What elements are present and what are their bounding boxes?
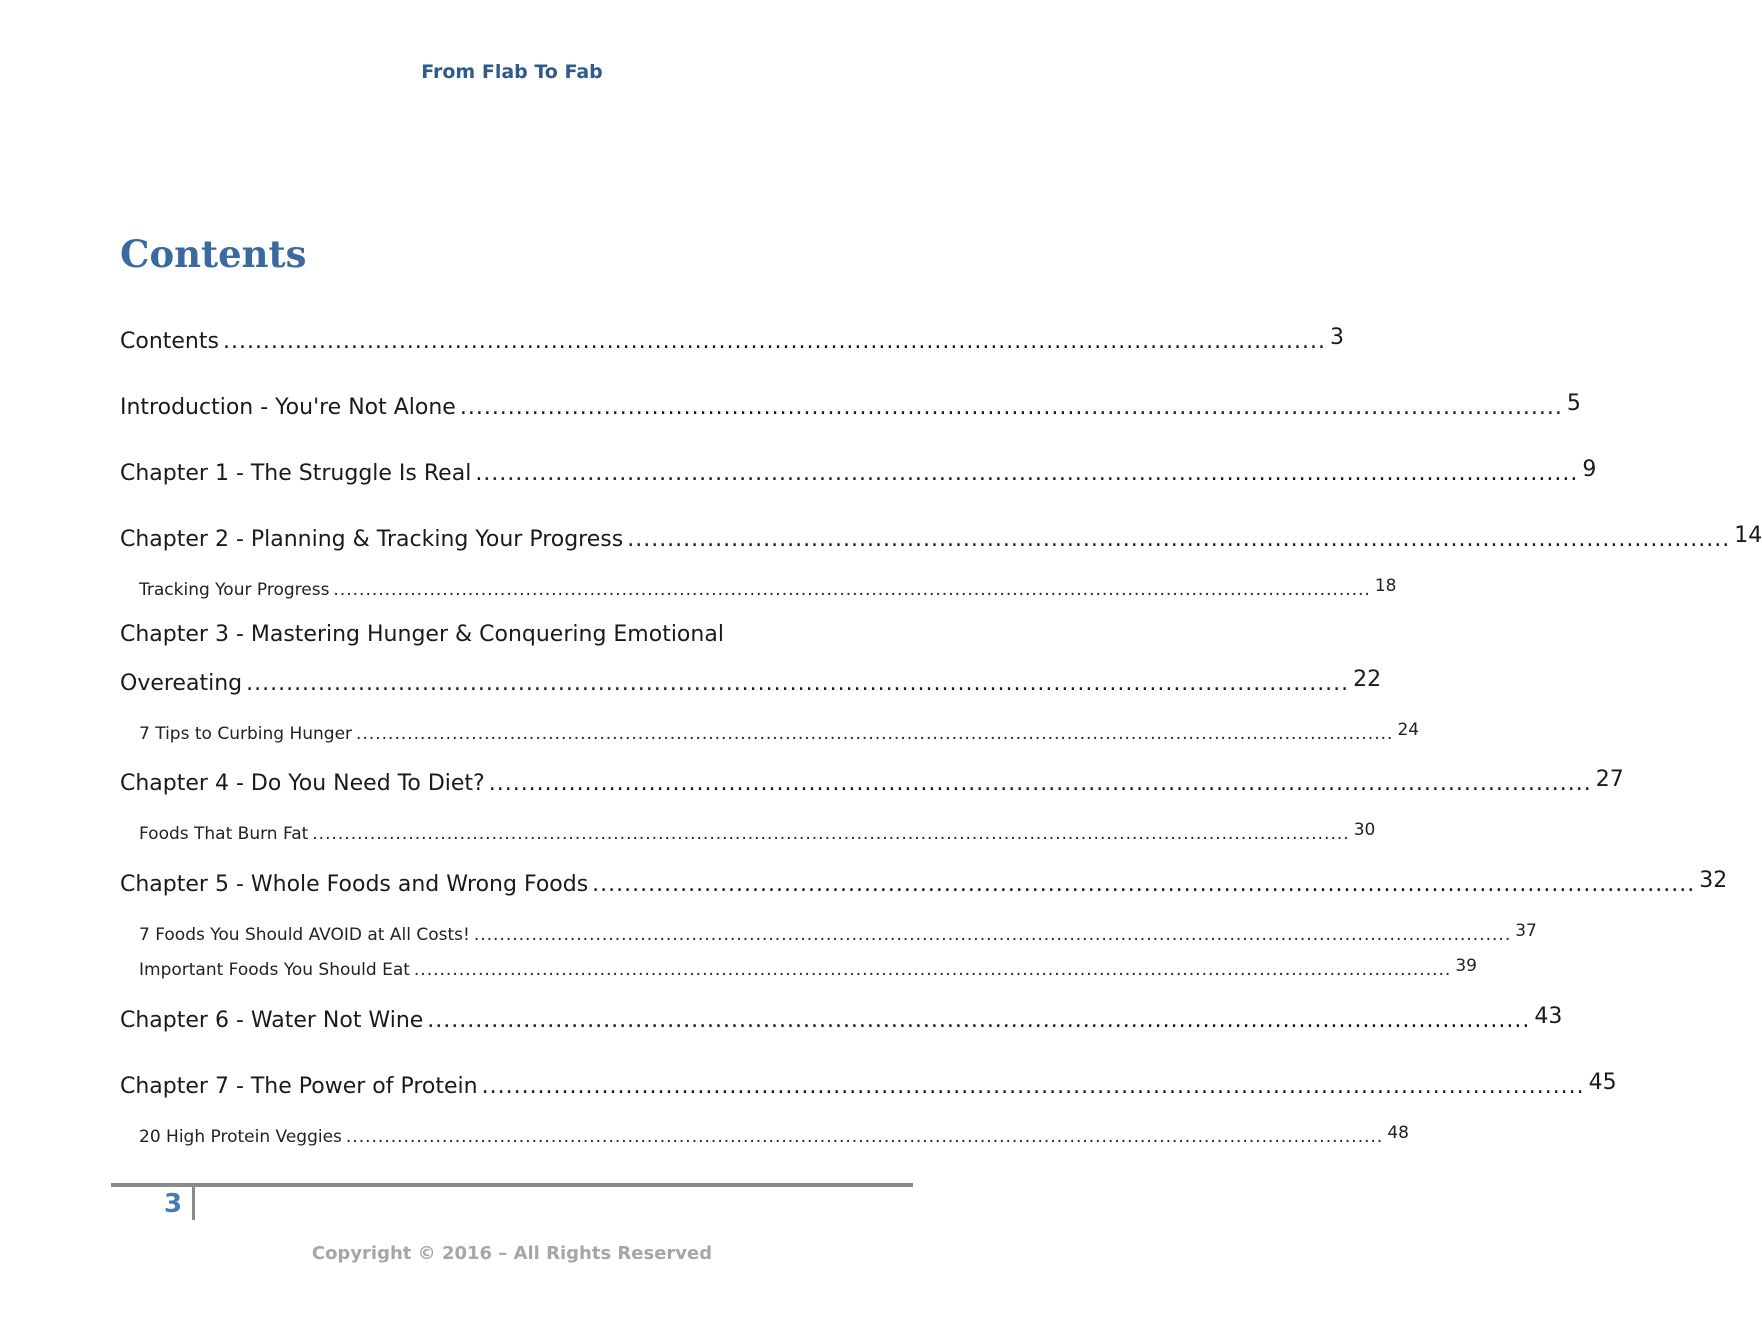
leader-dots: .................................................................................................................................................................. [345,1127,1384,1147]
toc-entry-label: Chapter 1 - The Struggle Is Real [120,461,472,486]
toc-entry-label: Chapter 2 - Planning & Tracking Your Progress [120,527,624,552]
leader-dots: .................................................................................................................................................................. [356,724,1394,744]
toc-page-number: 27 [1595,767,1624,792]
leader-dots: .......................................................................................................................................... [592,872,1696,897]
toc-page-number: 9 [1582,457,1597,482]
toc-subentry-protein-veggies[interactable] [139,1123,1409,1147]
toc-subentry-foods-avoid[interactable] [139,921,1537,945]
toc-page-number: 14 [1734,523,1762,548]
toc-entry-chapter-3-line1[interactable]: Chapter 3 - Mastering Hunger & Conquering Emotional [120,622,724,647]
toc-page-number: 43 [1534,1004,1563,1029]
leader-dots: .......................................................................................................................................... [459,395,1563,420]
toc-page-number: 45 [1588,1070,1617,1095]
toc-entry-label: 7 Tips to Curbing Hunger [139,724,353,744]
leader-dots: .......................................................................................................................................... [475,461,1579,486]
toc-entry-label: Foods That Burn Fat [139,824,309,844]
running-header: From Flab To Fab [421,61,603,83]
toc-page-number: 39 [1455,956,1477,976]
leader-dots: .................................................................................................................................................................. [333,580,1371,600]
toc-entry-label: Contents [120,329,219,354]
toc-entry-label: Chapter 7 - The Power of Protein [120,1074,478,1099]
toc-subentry-important-foods[interactable] [139,956,1477,980]
leader-dots: .................................................................................................................................................................. [473,925,1512,945]
toc-entry-chapter-5[interactable] [120,868,1728,897]
leader-dots: .......................................................................................................................................... [246,671,1350,696]
toc-entry-label: Important Foods You Should Eat [139,960,410,980]
toc-entry-label: Chapter 5 - Whole Foods and Wrong Foods [120,872,589,897]
toc-page-number: 24 [1397,720,1420,740]
toc-entry-chapter-7[interactable] [120,1070,1617,1099]
leader-dots: .......................................................................................................................................... [222,329,1327,354]
page-number: 3 [164,1189,183,1219]
leader-dots: .................................................................................................................................................................. [413,960,1452,980]
footer-divider [111,1183,913,1187]
toc-entry-chapter-2[interactable] [120,523,1762,552]
toc-page-number: 37 [1515,921,1537,941]
toc-subentry-curbing-hunger[interactable] [139,720,1420,744]
toc-page-number: 18 [1374,576,1397,596]
toc-page-number: 32 [1699,868,1728,893]
leader-dots: .......................................................................................................................................... [627,527,1731,552]
toc-entry-label: Tracking Your Progress [139,580,330,600]
toc-page-number: 22 [1353,667,1382,692]
toc-entry-label: Chapter 6 - Water Not Wine [120,1008,424,1033]
copyright-notice: Copyright © 2016 – All Rights Reserved [311,1243,713,1264]
leader-dots: .......................................................................................................................................... [481,1074,1585,1099]
toc-page-number: 3 [1330,325,1345,350]
toc-entry-label: Introduction - You're Not Alone [120,395,456,420]
toc-entry-chapter-4[interactable] [120,767,1624,796]
toc-entry-label: 7 Foods You Should AVOID at All Costs! [139,925,470,945]
toc-subentry-foods-burn-fat[interactable] [139,820,1376,844]
toc-page-number: 5 [1566,391,1581,416]
toc-entry-contents[interactable] [120,325,1345,354]
toc-entry-label: Overeating [120,671,243,696]
toc-entry-introduction[interactable] [120,391,1581,420]
toc-entry-chapter-6[interactable] [120,1004,1563,1033]
leader-dots: .................................................................................................................................................................. [312,824,1350,844]
page-number-bar [192,1187,195,1220]
toc-entry-chapter-1[interactable] [120,457,1597,486]
toc-entry-label: Chapter 4 - Do You Need To Diet? [120,771,485,796]
leader-dots: .......................................................................................................................................... [427,1008,1531,1033]
leader-dots: .......................................................................................................................................... [488,771,1592,796]
toc-page-number: 30 [1353,820,1376,840]
page-title: Contents [120,232,307,276]
toc-entry-chapter-3[interactable] [120,667,1382,696]
toc-page-number: 48 [1387,1123,1409,1143]
toc-entry-label: 20 High Protein Veggies [139,1127,342,1147]
toc-subentry-tracking-progress[interactable] [139,576,1397,600]
